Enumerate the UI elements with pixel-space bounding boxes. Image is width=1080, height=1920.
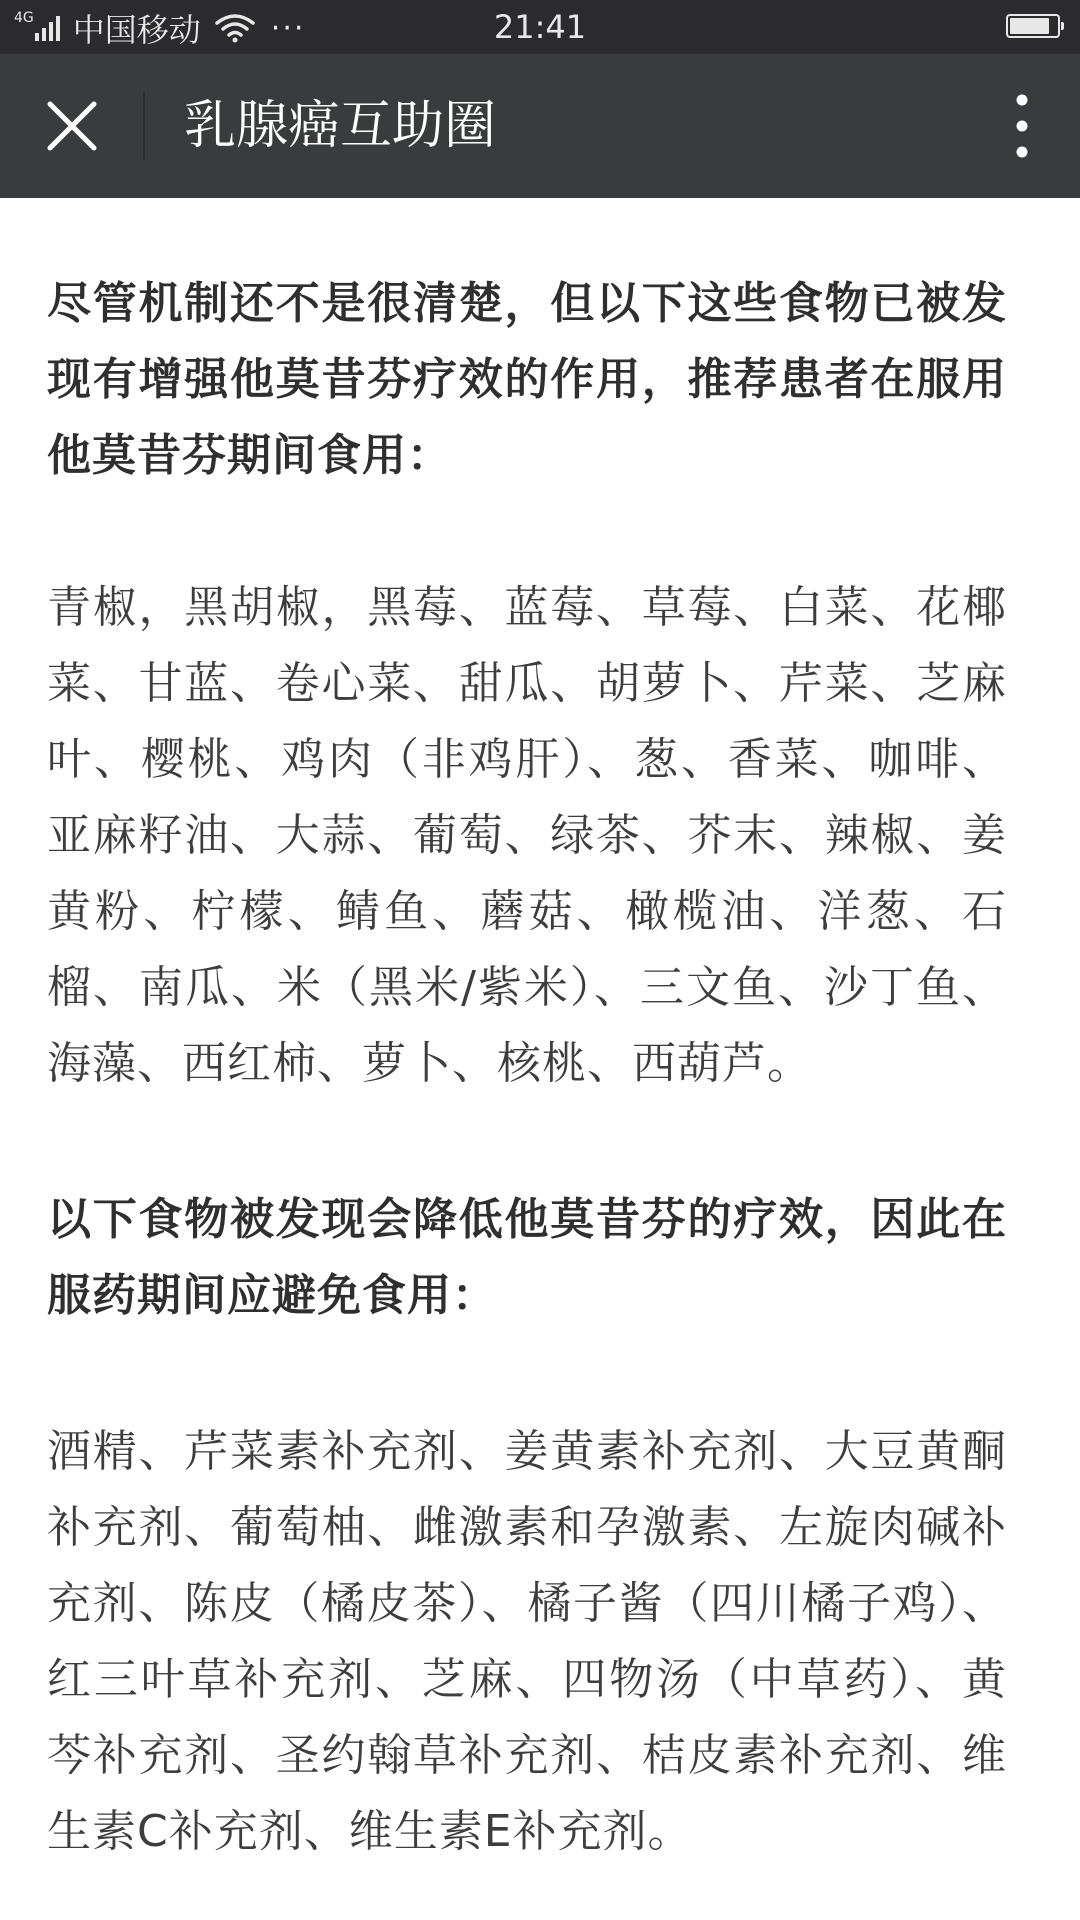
- page-title: 乳腺癌互助圈: [184, 96, 497, 156]
- battery-level-fill: [1010, 18, 1049, 34]
- more-options-button[interactable]: [994, 90, 1050, 162]
- paragraph-avoid-heading: 以下食物被发现会降低他莫昔芬的疗效，因此在服药期间应避免食用：: [47, 1194, 1007, 1321]
- status-more-indicator: ···: [270, 10, 306, 46]
- status-clock: 21:41: [493, 8, 587, 46]
- battery-icon: [1006, 14, 1060, 38]
- close-icon: [44, 98, 100, 154]
- close-button[interactable]: [44, 98, 100, 154]
- carrier-label: 中国移动: [72, 11, 201, 49]
- status-bar: [0, 0, 1080, 54]
- paragraph-avoid-foods: 酒精、芹菜素补充剂、姜黄素补充剂、大豆黄酮补充剂、葡萄柚、雌激素和孕激素、左旋肉碱补充剂、陈皮（橘皮茶）、橘子酱（四川橘子鸡）、红三叶草补充剂、芝麻、四物汤（中草药）、黄芩补充剂、圣约翰草补充剂、桔皮素补充剂、维生素C补充剂、维生素E补充剂。: [47, 1426, 1007, 1857]
- network-type-label: 4G: [14, 10, 34, 26]
- paragraph-recommended-foods: 青椒，黑胡椒，黑莓、蓝莓、草莓、白菜、花椰菜、甘蓝、卷心菜、甜瓜、胡萝卜、芹菜、芝麻叶、樱桃、鸡肉（非鸡肝）、葱、香菜、咖啡、亚麻籽油、大蒜、葡萄、绿茶、芥末、辣椒、姜黄粉、柠檬、鲭鱼、蘑菇、橄榄油、洋葱、石榴、南瓜、米（黑米/紫米）、三文鱼、沙丁鱼、海藻、西红柿、萝卜、核桃、西葫芦。: [47, 582, 1007, 1089]
- more-vertical-icon: [994, 90, 1050, 162]
- nav-bar: [0, 54, 1080, 198]
- paragraph-recommended-heading: 尽管机制还不是很清楚，但以下这些食物已被发现有增强他莫昔芬疗效的作用，推荐患者在服用他莫昔芬期间食用：: [47, 278, 1007, 481]
- article-body: [47, 266, 1007, 1870]
- nav-divider: [143, 92, 145, 160]
